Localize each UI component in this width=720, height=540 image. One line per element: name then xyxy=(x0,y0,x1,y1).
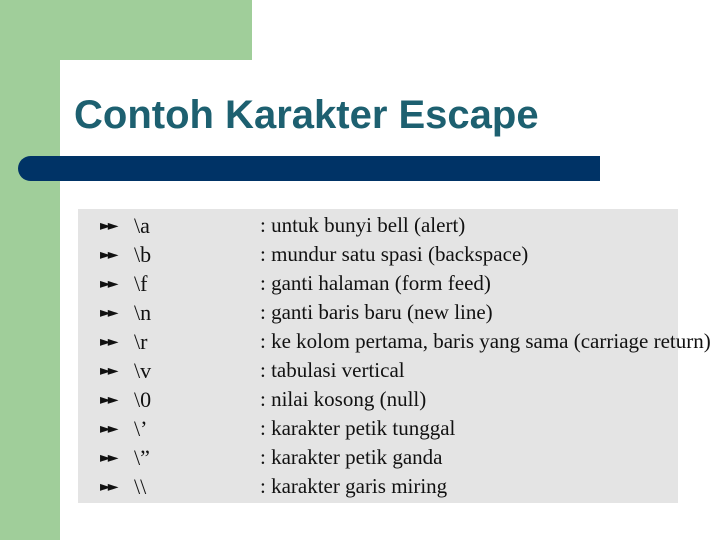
escape-code: \r xyxy=(134,329,148,354)
double-arrow-right-icon: ►► xyxy=(100,334,116,350)
escape-character-table xyxy=(78,209,711,503)
escape-description: : karakter petik ganda xyxy=(260,445,443,469)
slide-title: Contoh Karakter Escape xyxy=(74,93,539,137)
sidebar-accent xyxy=(0,0,60,540)
escape-description: : nilai kosong (null) xyxy=(260,387,427,411)
escape-code: \\ xyxy=(134,474,147,499)
double-arrow-right-icon: ►► xyxy=(100,247,116,263)
escape-code: \” xyxy=(134,445,150,470)
list-item xyxy=(78,414,678,443)
list-item xyxy=(78,443,678,472)
list-item xyxy=(78,472,678,501)
title-underline-bar xyxy=(18,156,600,181)
escape-code: \n xyxy=(134,300,152,325)
escape-description: : untuk bunyi bell (alert) xyxy=(260,213,466,237)
double-arrow-right-icon: ►► xyxy=(100,479,116,495)
escape-description: : karakter garis miring xyxy=(260,474,448,498)
list-item xyxy=(78,356,678,385)
escape-description: : ke kolom pertama, baris yang sama (carriage return) xyxy=(260,329,711,353)
escape-code: \a xyxy=(134,213,150,238)
list-item xyxy=(78,211,678,240)
escape-code: \v xyxy=(134,358,152,383)
escape-code: \b xyxy=(134,242,152,267)
escape-description: : karakter petik tunggal xyxy=(260,416,456,440)
list-item xyxy=(78,327,711,356)
double-arrow-right-icon: ►► xyxy=(100,363,116,379)
double-arrow-right-icon: ►► xyxy=(100,392,116,408)
double-arrow-right-icon: ►► xyxy=(100,421,116,437)
list-item xyxy=(78,269,678,298)
escape-description: : tabulasi vertical xyxy=(260,358,405,382)
list-item xyxy=(78,385,678,414)
escape-description: : ganti halaman (form feed) xyxy=(260,271,491,295)
double-arrow-right-icon: ►► xyxy=(100,218,116,234)
top-accent xyxy=(0,0,252,60)
double-arrow-right-icon: ►► xyxy=(100,276,116,292)
double-arrow-right-icon: ►► xyxy=(100,305,116,321)
escape-description: : mundur satu spasi (backspace) xyxy=(260,242,529,266)
escape-description: : ganti baris baru (new line) xyxy=(260,300,493,324)
double-arrow-right-icon: ►► xyxy=(100,450,116,466)
escape-code: \’ xyxy=(134,416,148,441)
list-item xyxy=(78,240,678,269)
escape-code: \0 xyxy=(134,387,152,412)
escape-code: \f xyxy=(134,271,148,296)
list-item xyxy=(78,298,678,327)
